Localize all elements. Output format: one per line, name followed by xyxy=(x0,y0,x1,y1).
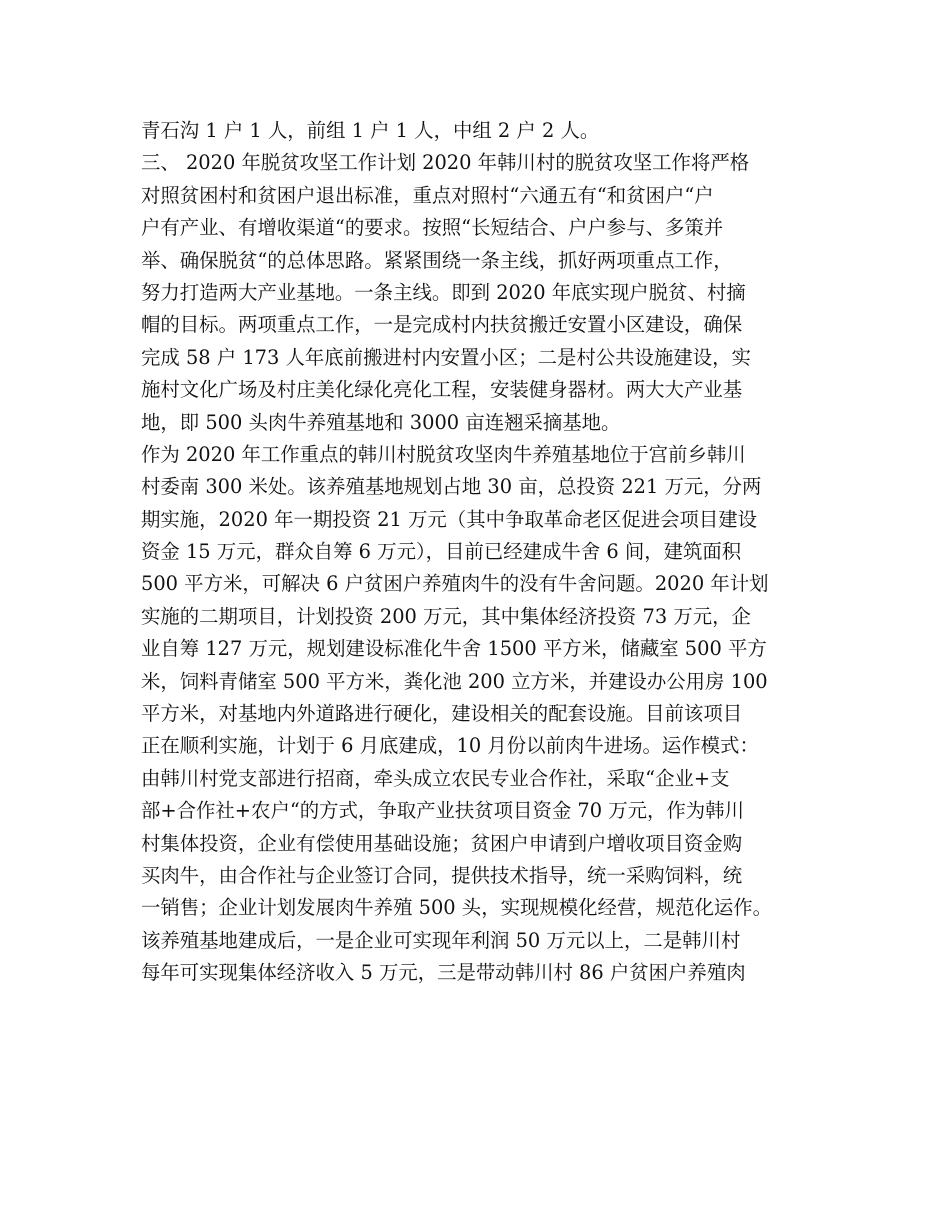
text-line: 500 平方米，可解决 6 户贫困户养殖肉牛的没有牛舍问题。2020 年计划 xyxy=(141,572,769,596)
text-line: 努力打造两大产业基地。一条主线。即到 2020 年底实现户脱贫、村摘 xyxy=(141,280,746,304)
text-line: 每年可实现集体经济收入 5 万元，三是带动韩川村 86 户贫困户养殖肉 xyxy=(141,961,746,985)
text-line: 对照贫困村和贫困户退出标准，重点对照村“六通五有“和贫困户“户 xyxy=(141,183,714,207)
text-line: 帽的目标。两项重点工作，一是完成村内扶贫搬迁安置小区建设，确保 xyxy=(141,313,743,337)
text-line: 资金 15 万元，群众自筹 6 万元），目前已经建成牛舍 6 间，建筑面积 xyxy=(141,540,742,564)
text-line: 三、 2020 年脱贫攻坚工作计划 2020 年韩川村的脱贫攻坚工作将严格 xyxy=(141,151,750,175)
text-line: 村集体投资，企业有偿使用基础设施；贫困户申请到户增收项目资金购 xyxy=(141,831,743,855)
text-line: 地，即 500 头肉牛养殖基地和 3000 亩连翘采摘基地。 xyxy=(141,410,621,434)
text-line: 青石沟 1 户 1 人，前组 1 户 1 人，中组 2 户 2 人。 xyxy=(141,119,600,142)
text-line: 一销售；企业计划发展肉牛养殖 500 头，实现规模化经营，规范化运作。 xyxy=(141,896,773,920)
text-line: 买肉牛，由合作社与企业签订合同，提供技术指导，统一采购饲料，统 xyxy=(141,863,743,887)
text-line: 村委南 300 米处。该养殖基地规划占地 30 亩，总投资 221 万元，分两 xyxy=(141,475,762,499)
text-line: 米，饲料青储室 500 平方米，粪化池 200 立方米，并建设办公用房 100 xyxy=(141,669,768,693)
text-line: 平方米，对基地内外道路进行硬化，建设相关的配套设施。目前该项目 xyxy=(141,702,743,726)
text-line: 部+合作社+农户“的方式，争取产业扶贫项目资金 70 万元，作为韩川 xyxy=(141,799,744,823)
text-line: 施村文化广场及村庄美化绿化亮化工程，安装健身器材。两大大产业基 xyxy=(141,378,743,402)
text-line: 户有产业、有增收渠道“的要求。按照“长短结合、户户参与、多策并 xyxy=(141,216,724,240)
text-line: 该养殖基地建成后，一是企业可实现年利润 50 万元以上，二是韩川村 xyxy=(141,928,741,952)
text-line: 完成 58 户 173 人年底前搬进村内安置小区；二是村公共设施建设，实 xyxy=(141,345,751,369)
text-line: 举、确保脱贫“的总体思路。紧紧围绕一条主线，抓好两项重点工作， xyxy=(141,248,733,272)
text-line: 业自筹 127 万元，规划建设标准化牛舍 1500 平方米，储藏室 500 平方 xyxy=(141,637,767,661)
text-line: 实施的二期项目，计划投资 200 万元，其中集体经济投资 73 万元，企 xyxy=(141,604,751,628)
text-line: 期实施，2020 年一期投资 21 万元（其中争取革命老区促进会项目建设 xyxy=(141,507,758,531)
body-text xyxy=(141,115,831,990)
text-line: 由韩川村党支部进行招商，牵头成立农民专业合作社，采取“企业+支 xyxy=(141,766,730,790)
text-line: 作为 2020 年工作重点的韩川村脱贫攻坚肉牛养殖基地位于宫前乡韩川 xyxy=(141,442,746,466)
text-line: 正在顺利实施，计划于 6 月底建成，10 月份以前肉牛进场。运作模式： xyxy=(141,734,759,758)
